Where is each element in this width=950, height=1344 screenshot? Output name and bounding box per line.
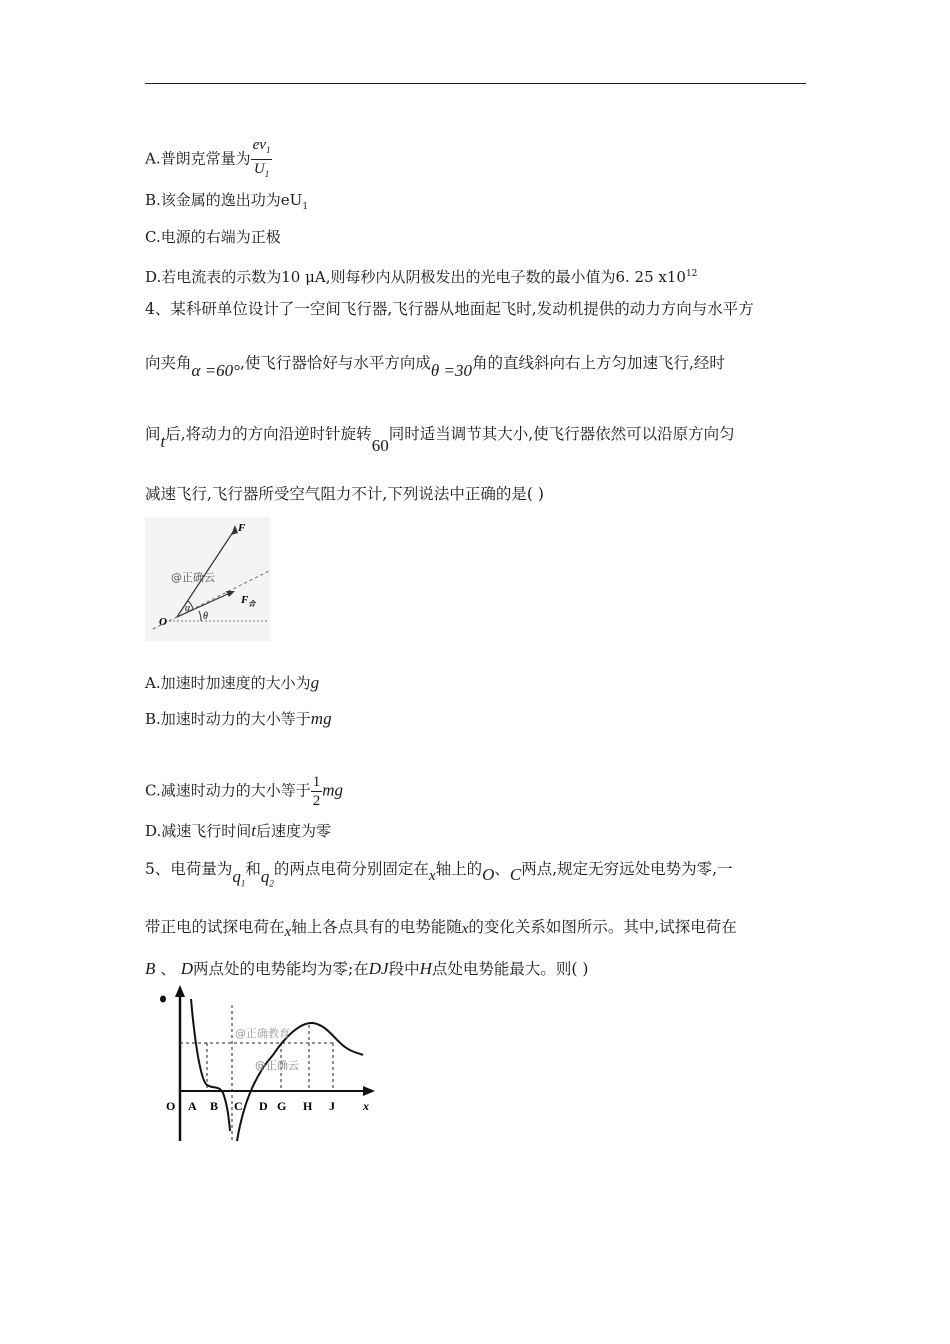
label-alpha: α — [185, 603, 191, 614]
y-axis-label-mark — [160, 996, 166, 1003]
q4-option-b[interactable]: B.加速时动力的大小等于mg — [145, 709, 332, 728]
q3-option-b[interactable]: B.该金属的逸出功为$eU_1$ — [145, 191, 309, 212]
q4-option-d[interactable]: D.减速飞行时间t后速度为零 — [145, 821, 332, 840]
axis-label-C: C — [234, 1099, 243, 1113]
q5-stem-line3: B 、 D两点处的电势能均为零;在DJ段中H点处电势能最大。则( ) — [145, 959, 589, 978]
header-rule — [145, 83, 806, 84]
axis-label-J: J — [329, 1099, 335, 1113]
q3-option-c[interactable]: C.电源的右端为正极 — [145, 228, 281, 246]
q3-option-a[interactable]: A.普朗克常量为 $\frac{ev_1}{U_1}$ — [145, 136, 272, 183]
q4-stem-line2: 向夹角α =60°,使飞行器恰好与水平方向成θ =30角的直线斜向右上方匀加速飞行,经时 — [145, 354, 725, 380]
q3-option-d[interactable]: D.若电流表的示数为10 μA,则每秒内从阴极发出的光电子数的最小值为6. 25 $x10^{12}$ — [145, 268, 698, 286]
x-axis-arrowhead — [363, 1086, 375, 1096]
y-axis-arrowhead — [175, 985, 185, 997]
q5-potential-energy-graph — [155, 985, 380, 1145]
q5-stem-line2: 带正电的试探电荷在x轴上各点具有的电势能随x的变化关系如图所示。其中,试探电荷在 — [145, 918, 737, 940]
axis-label-O: O — [166, 1099, 176, 1113]
q4-stem-line4: 减速飞行,飞行器所受空气阻力不计,下列说法中正确的是( ) — [145, 485, 544, 503]
q4-stem-line3: 间t后,将动力的方向沿逆时针旋转60同时适当调节其大小,使飞行器依然可以沿原方向匀 — [145, 425, 735, 455]
q4-option-a[interactable]: A.加速时加速度的大小为g — [145, 673, 320, 692]
q4-force-diagram — [145, 517, 270, 641]
axis-point-labels — [166, 1099, 369, 1113]
q5-stem-line1: 5、电荷量为$q_1$和$q_2$的两点电荷分别固定在x轴上的O、C两点,规定无穷远处电势为零,一 — [145, 860, 733, 889]
axis-label-A: A — [188, 1099, 197, 1113]
axis-label-H: H — [303, 1099, 313, 1113]
axis-label-B: B — [210, 1099, 219, 1113]
axis-label-D: D — [259, 1099, 268, 1113]
planck-fraction: $\frac{ev_1}{U_1}$ — [252, 137, 271, 179]
label-F-net: $F_合$ — [241, 594, 256, 608]
label-O: O — [159, 616, 167, 628]
watermark-2: @正确云 — [255, 1059, 299, 1072]
curve-right — [237, 1023, 363, 1141]
watermark: @正确云 — [171, 571, 215, 584]
q4-option-c[interactable]: C.减速时动力的大小等于 $\frac{1}{2}$ mg — [145, 774, 343, 809]
label-theta: θ — [203, 611, 208, 622]
axis-label-x: x — [363, 1099, 369, 1113]
label-F: F — [238, 522, 246, 534]
watermark-1: @正确教育 — [235, 1027, 290, 1040]
axis-label-G: G — [277, 1099, 287, 1113]
q4-stem-line1: 4、某科研单位设计了一空间飞行器,飞行器从地面起飞时,发动机提供的动力方向与水平方 — [145, 300, 754, 318]
